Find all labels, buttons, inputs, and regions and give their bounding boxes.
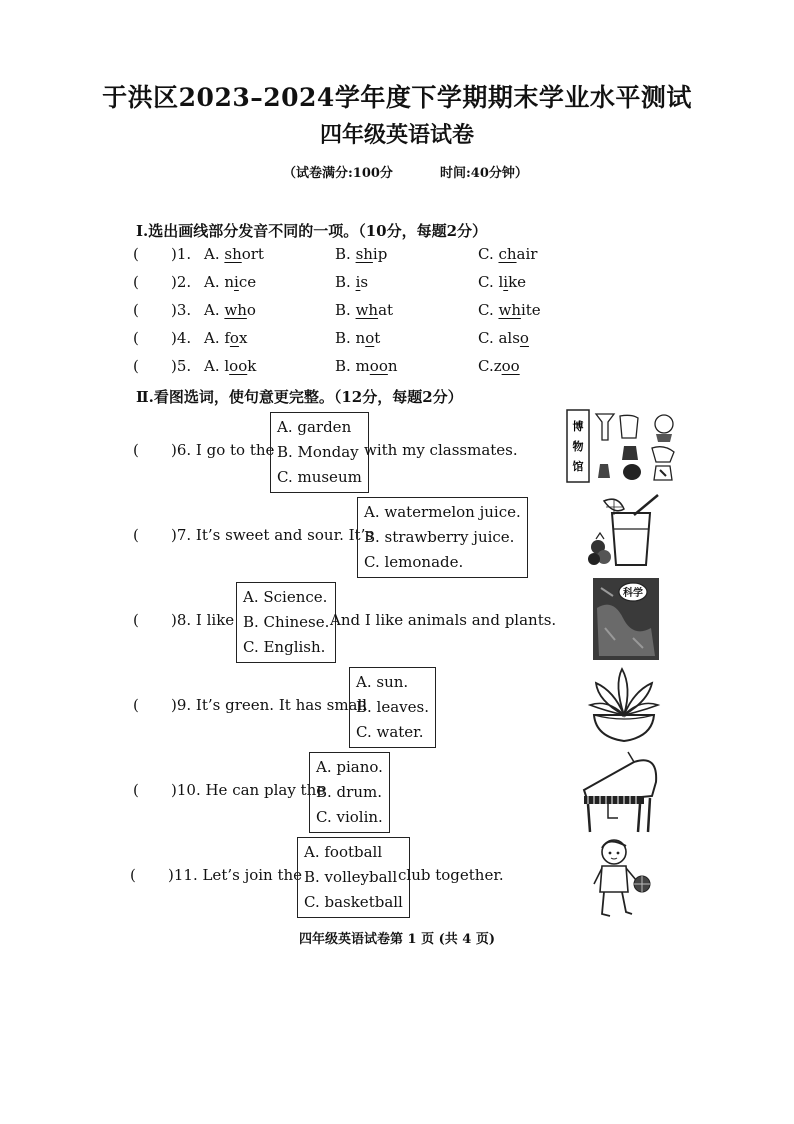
underlined-letters: wh: [498, 301, 521, 319]
question-7-stem: )7. It’s sweet and sour. It’s: [171, 526, 374, 544]
option-b[interactable]: B. is: [335, 273, 369, 291]
question-9-stem: )9. It’s green. It has small: [171, 696, 368, 714]
option-b[interactable]: B. not: [335, 329, 381, 347]
answer-paren[interactable]: (: [133, 301, 139, 319]
question-8-tail: And I like animals and plants.: [330, 611, 557, 629]
underlined-letters: oo: [369, 357, 388, 375]
exam-title: 于洪区2023–2024学年度下学期期末学业水平测试: [102, 83, 692, 112]
option-c[interactable]: C.zoo: [478, 357, 520, 375]
question-6-tail: with my classmates.: [364, 441, 518, 459]
option-c[interactable]: C. violin.: [316, 808, 383, 826]
underlined-letters: i: [355, 273, 361, 291]
lemonade-picture: [584, 493, 670, 569]
question-number: )3.: [171, 301, 192, 319]
question-10-options: [309, 752, 390, 833]
option-a[interactable]: A. Science.: [243, 588, 328, 606]
answer-paren-6[interactable]: (: [133, 441, 139, 459]
answer-paren-8[interactable]: (: [133, 611, 139, 629]
option-b[interactable]: B. leaves.: [356, 698, 429, 716]
underlined-letters: i: [234, 273, 239, 291]
museum-picture: [566, 408, 678, 484]
option-c[interactable]: C. lemonade.: [364, 553, 464, 571]
exam-time: 时间:40分钟）: [440, 166, 528, 181]
underlined-letters: o: [519, 329, 529, 347]
underlined-letters: o: [229, 329, 239, 347]
museum-sign-char: 物: [572, 440, 584, 453]
question-7-options: [357, 497, 528, 578]
option-a[interactable]: A. look: [204, 357, 257, 375]
question-number: )5.: [171, 357, 192, 375]
option-b[interactable]: B. what: [335, 301, 394, 319]
question-8-stem: )8. I like: [171, 611, 235, 629]
option-c[interactable]: C. English.: [243, 638, 326, 656]
option-a[interactable]: A. piano.: [316, 758, 383, 776]
option-a[interactable]: A. sun.: [356, 673, 409, 691]
page-footer: 四年级英语试卷第 1 页 (共 4 页): [298, 932, 496, 947]
option-c[interactable]: C. water.: [356, 723, 424, 741]
question-6-options: [270, 412, 369, 493]
question-10-stem: )10. He can play the: [171, 781, 326, 799]
answer-paren[interactable]: (: [133, 329, 139, 347]
section-2-heading: Ⅱ.看图选词，使句意更完整。（12分，每题2分）: [136, 388, 463, 406]
option-a[interactable]: A. fox: [204, 329, 248, 347]
answer-paren[interactable]: (: [133, 357, 139, 375]
answer-paren-10[interactable]: (: [133, 781, 139, 799]
option-a[interactable]: A. football: [304, 843, 383, 861]
option-b[interactable]: B. ship: [335, 245, 388, 263]
option-c[interactable]: C. white: [478, 301, 541, 319]
option-b[interactable]: B. moon: [335, 357, 398, 375]
option-c[interactable]: C. also: [478, 329, 529, 347]
option-c[interactable]: C. basketball: [304, 893, 403, 911]
question-number: )2.: [171, 273, 192, 291]
question-number: )4.: [171, 329, 192, 347]
science-book-picture: [593, 578, 659, 660]
option-c[interactable]: C. like: [478, 273, 527, 291]
plant-picture: [584, 665, 664, 745]
question-11-tail: club together.: [398, 866, 504, 884]
section-1-heading: Ⅰ.选出画线部分发音不同的一项。（10分，每题2分）: [136, 222, 488, 240]
full-score: （试卷满分:100分: [283, 166, 393, 181]
science-label: 科学: [623, 588, 643, 599]
question-number: )1.: [171, 245, 192, 263]
option-c[interactable]: C. museum: [277, 468, 362, 486]
answer-paren-9[interactable]: (: [133, 696, 139, 714]
piano-picture: [578, 752, 660, 834]
question-11-stem: )11. Let’s join the: [168, 866, 303, 884]
option-a[interactable]: A. who: [204, 301, 256, 319]
underlined-letters: sh: [355, 245, 373, 263]
answer-paren[interactable]: (: [133, 245, 139, 263]
museum-sign-char: 博: [572, 420, 584, 433]
option-b[interactable]: B. volleyball: [304, 868, 398, 886]
underlined-letters: o: [365, 329, 375, 347]
option-c[interactable]: C. chair: [478, 245, 538, 263]
exam-subtitle: 四年级英语试卷: [319, 122, 474, 148]
underlined-letters: oo: [229, 357, 248, 375]
option-a[interactable]: A. watermelon juice.: [364, 503, 521, 521]
option-a[interactable]: A. short: [204, 245, 264, 263]
option-a[interactable]: A. garden: [277, 418, 352, 436]
question-9-options: [349, 667, 436, 748]
underlined-letters: i: [503, 273, 509, 291]
underlined-letters: oo: [501, 357, 520, 375]
museum-sign-char: 馆: [572, 460, 584, 473]
question-6-stem: )6. I go to the: [171, 441, 275, 459]
underlined-letters: sh: [224, 245, 242, 263]
answer-paren-7[interactable]: (: [133, 526, 139, 544]
option-b[interactable]: B. drum.: [316, 783, 382, 801]
option-b[interactable]: B. strawberry juice.: [364, 528, 515, 546]
option-a[interactable]: A. nice: [204, 273, 257, 291]
underlined-letters: wh: [355, 301, 379, 319]
question-8-options: [236, 582, 336, 663]
underlined-letters: ch: [498, 245, 517, 263]
option-b[interactable]: B. Monday: [277, 443, 359, 461]
underlined-letters: wh: [224, 301, 247, 319]
option-b[interactable]: B. Chinese.: [243, 613, 330, 631]
answer-paren-11[interactable]: (: [130, 866, 136, 884]
answer-paren[interactable]: (: [133, 273, 139, 291]
question-11-options: [297, 837, 410, 918]
basketball-kid-picture: [586, 836, 656, 920]
